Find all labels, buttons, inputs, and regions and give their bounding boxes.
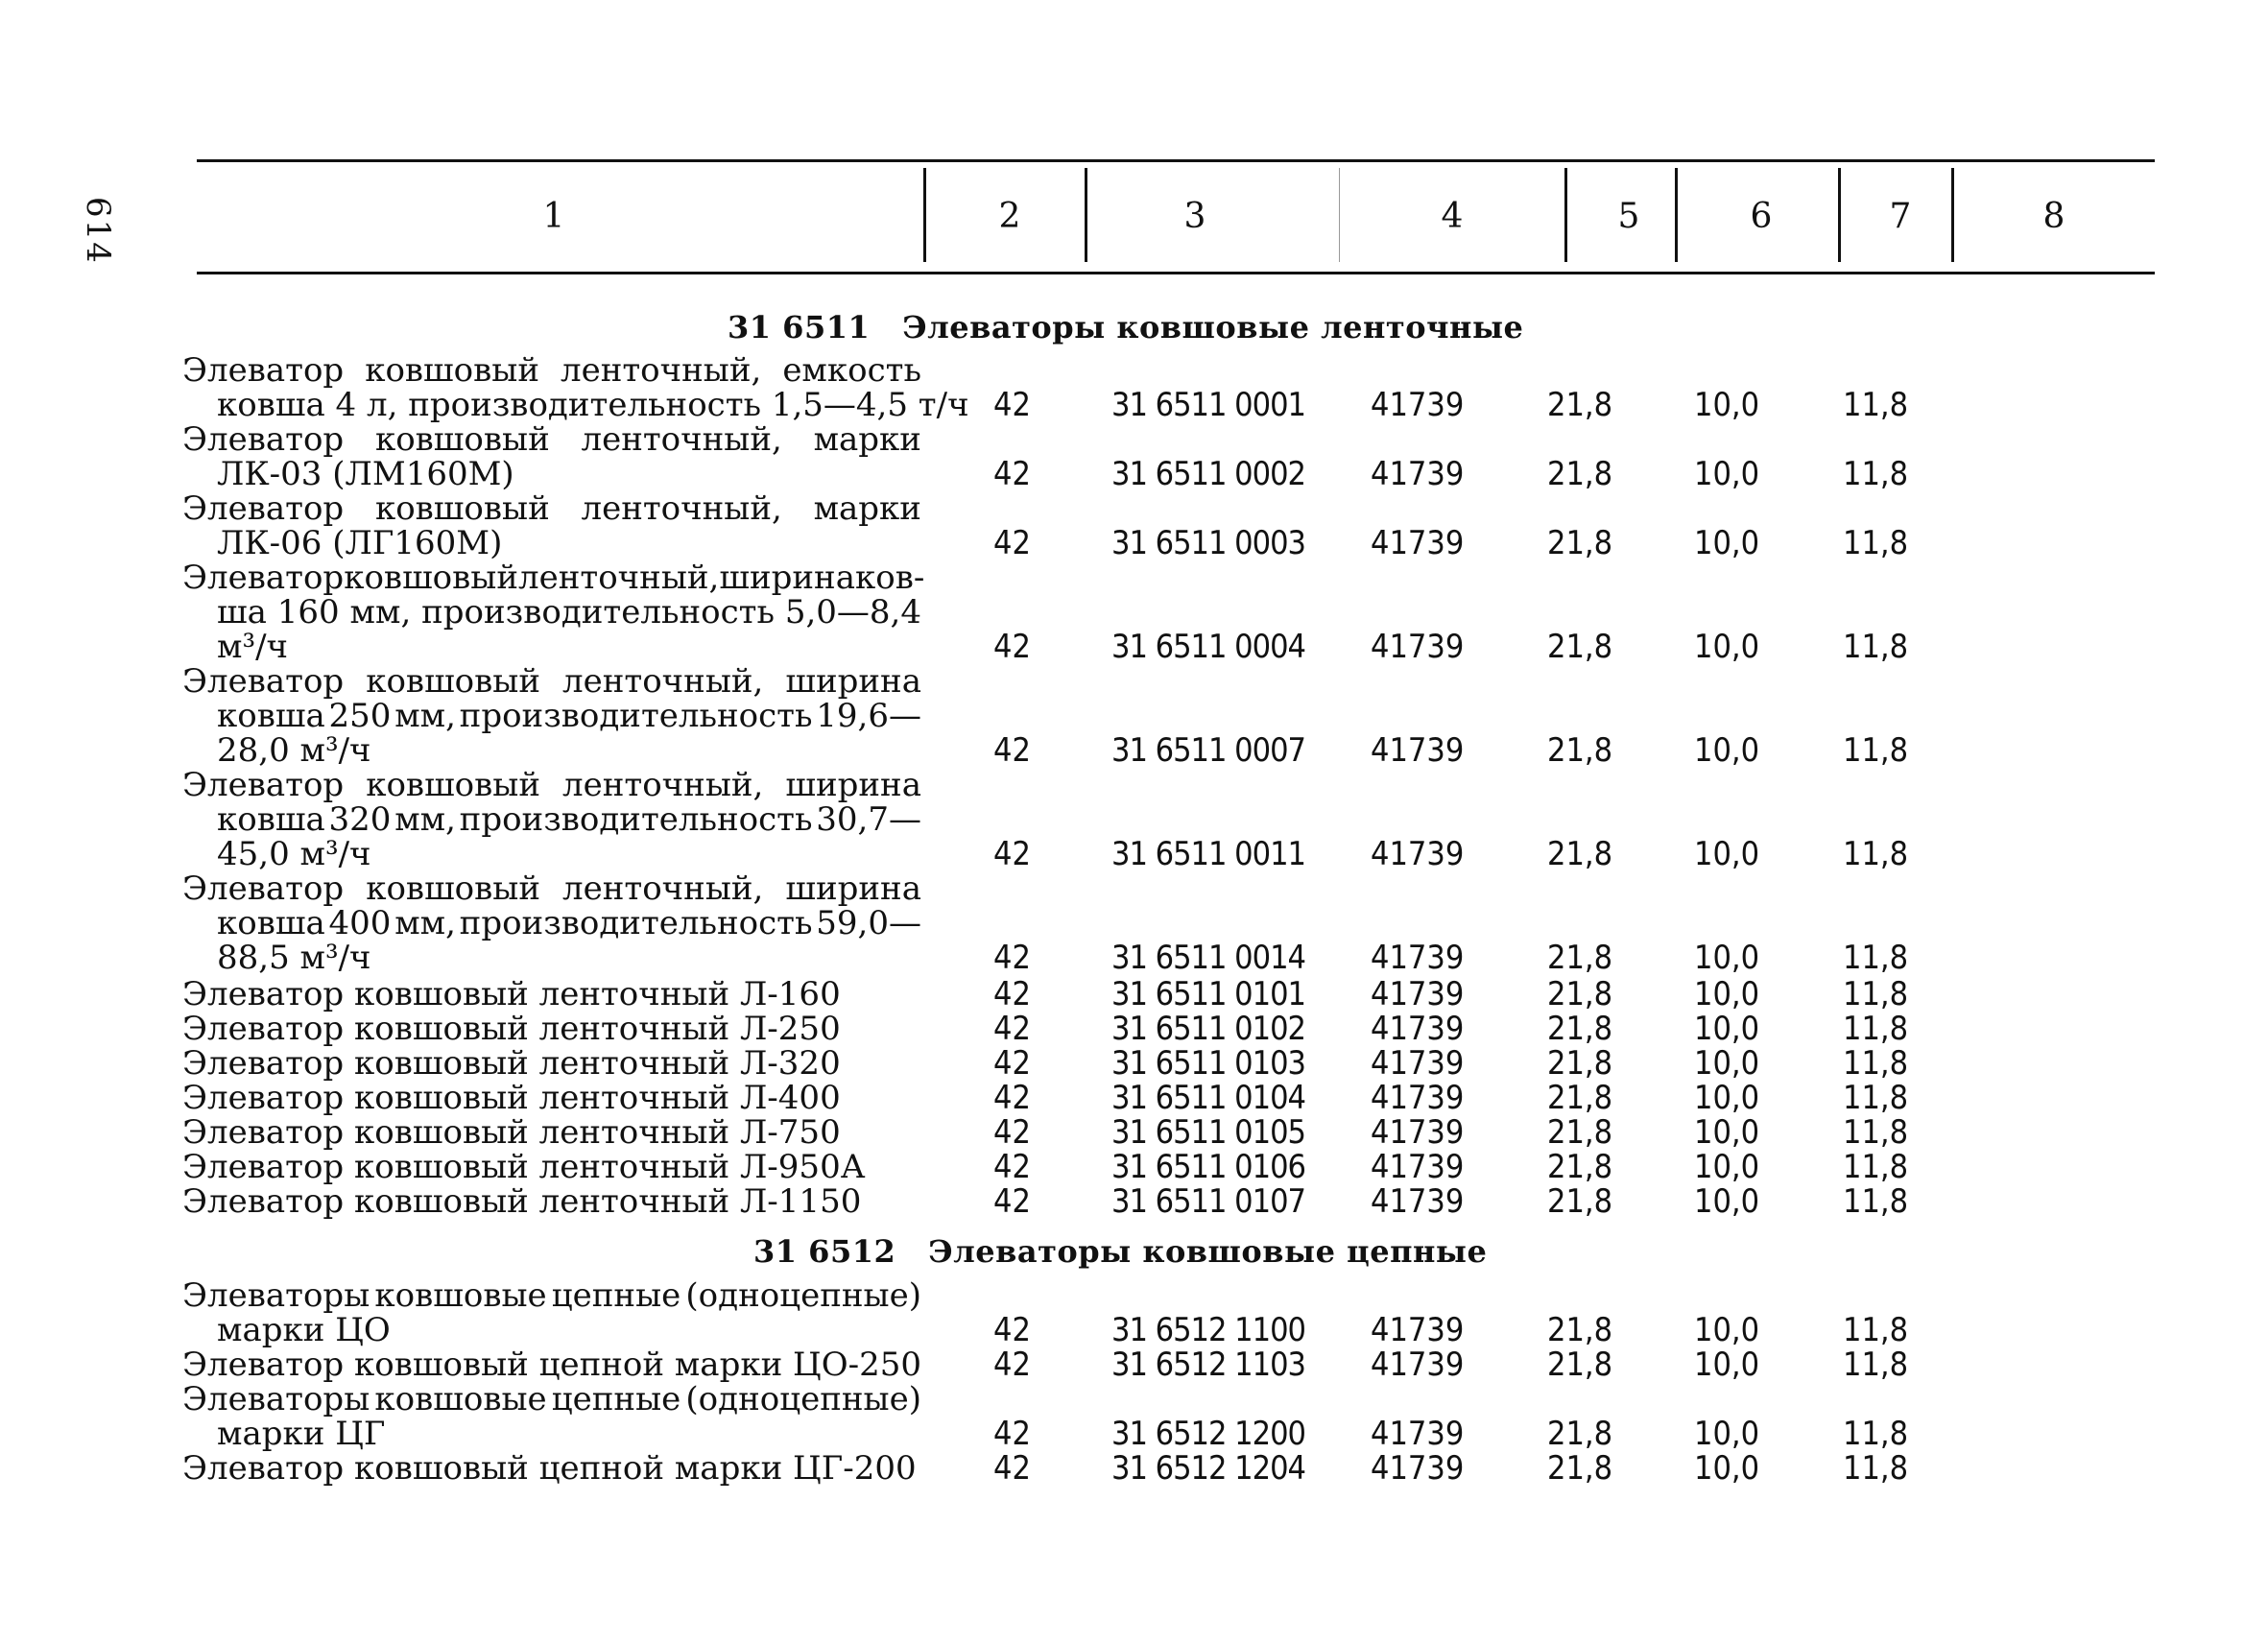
column-header: 7 [1889, 197, 1912, 236]
cell-c4: 41739 [1371, 1449, 1465, 1488]
cell-c7: 11,8 [1843, 1113, 1909, 1152]
cell-c7: 11,8 [1843, 1449, 1909, 1488]
cell-c2: 42 [993, 386, 1031, 424]
item-name [182, 491, 921, 560]
table-row [0, 1115, 2268, 1150]
cell-c6: 10,0 [1694, 524, 1760, 562]
cell-c4: 41739 [1371, 731, 1465, 770]
cell-c7: 11,8 [1843, 1148, 1909, 1186]
item-name-line: марки ЦО [217, 1311, 391, 1349]
col-separator [1564, 168, 1567, 262]
cell-c5: 21,8 [1547, 524, 1613, 562]
cell-c2: 42 [993, 1449, 1031, 1488]
cell-c3: 31 6511 0007 [1111, 731, 1305, 770]
cell-c4: 41739 [1371, 1113, 1465, 1152]
cell-c6: 10,0 [1694, 1113, 1760, 1152]
cell-c3: 31 6511 0001 [1111, 386, 1305, 424]
cell-c6: 10,0 [1694, 455, 1760, 493]
cell-c2: 42 [993, 731, 1031, 770]
cell-c2: 42 [993, 1415, 1031, 1453]
item-name-line: Элеватор ковшовый цепной марки ЦО-250 [182, 1346, 921, 1384]
cell-c4: 41739 [1371, 1010, 1465, 1048]
item-name-line: 88,5 м³/ч [217, 939, 371, 977]
item-name-line: Элеватор ковшовый ленточный Л-320 [182, 1044, 841, 1083]
item-name-line: Элеватор ковшовый ленточный, ширина [182, 662, 921, 701]
cell-c3: 31 6511 0106 [1111, 1148, 1305, 1186]
item-name [182, 1081, 921, 1115]
section-title [753, 1233, 1487, 1270]
cell-c3: 31 6511 0102 [1111, 1010, 1305, 1048]
cell-c5: 21,8 [1547, 975, 1613, 1013]
item-name-line: Элеватор ковшовый ленточный, марки [182, 420, 921, 459]
item-name-line: Элеваторы ковшовые цепные (одноцепные) [182, 1380, 921, 1418]
cell-c3: 31 6511 0103 [1111, 1044, 1305, 1083]
cell-c4: 41739 [1371, 835, 1465, 873]
cell-c2: 42 [993, 1044, 1031, 1083]
item-name-line: ЛК-06 (ЛГ160М) [217, 524, 503, 562]
cell-c6: 10,0 [1694, 1044, 1760, 1083]
cell-c7: 11,8 [1843, 1311, 1909, 1349]
table-row [0, 1278, 2268, 1347]
cell-c6: 10,0 [1694, 975, 1760, 1013]
table-row [0, 768, 2268, 871]
item-name-line: Элеватор ковшовый ленточный Л-400 [182, 1079, 841, 1117]
cell-c2: 42 [993, 975, 1031, 1013]
cell-c6: 10,0 [1694, 731, 1760, 770]
cell-c3: 31 6511 0107 [1111, 1182, 1305, 1221]
item-name [182, 1382, 921, 1451]
table-row [0, 1150, 2268, 1184]
cell-c6: 10,0 [1694, 1415, 1760, 1453]
cell-c6: 10,0 [1694, 1346, 1760, 1384]
cell-c3: 31 6511 0003 [1111, 524, 1305, 562]
cell-c3: 31 6511 0105 [1111, 1113, 1305, 1152]
table-row [0, 1081, 2268, 1115]
cell-c7: 11,8 [1843, 939, 1909, 977]
col-separator [1085, 168, 1087, 262]
cell-c7: 11,8 [1843, 975, 1909, 1013]
item-name-line: Элеватор ковшовый цепной марки ЦГ-200 [182, 1449, 917, 1488]
cell-c4: 41739 [1371, 1346, 1465, 1384]
item-name [182, 1115, 921, 1150]
item-name [182, 1278, 921, 1347]
table-row [0, 1347, 2268, 1382]
cell-c3: 31 6511 0011 [1111, 835, 1305, 873]
item-name [182, 664, 921, 768]
item-name-line: 45,0 м³/ч [217, 835, 371, 873]
cell-c6: 10,0 [1694, 386, 1760, 424]
item-name-line: ковша 250 мм, производительность 19,6— [217, 697, 921, 735]
table-row [0, 1046, 2268, 1081]
cell-c5: 21,8 [1547, 939, 1613, 977]
cell-c7: 11,8 [1843, 835, 1909, 873]
section-name: Элеваторы ковшовые цепные [928, 1233, 1488, 1270]
cell-c5: 21,8 [1547, 1182, 1613, 1221]
cell-c2: 42 [993, 1182, 1031, 1221]
cell-c4: 41739 [1371, 1079, 1465, 1117]
cell-c7: 11,8 [1843, 455, 1909, 493]
cell-c5: 21,8 [1547, 1415, 1613, 1453]
cell-c4: 41739 [1371, 1415, 1465, 1453]
cell-c6: 10,0 [1694, 939, 1760, 977]
cell-c7: 11,8 [1843, 524, 1909, 562]
cell-c5: 21,8 [1547, 1148, 1613, 1186]
item-name-line: Элеватор ковшовый ленточный, ширина ков- [182, 559, 925, 597]
item-name-line: Элеватор ковшовый ленточный, марки [182, 489, 921, 528]
cell-c6: 10,0 [1694, 835, 1760, 873]
item-name-line: Элеватор ковшовый ленточный Л-750 [182, 1113, 841, 1152]
column-header: 8 [2042, 197, 2065, 236]
cell-c7: 11,8 [1843, 628, 1909, 666]
item-name [182, 559, 925, 666]
cell-c6: 10,0 [1694, 1311, 1760, 1349]
item-name [182, 1451, 921, 1486]
cell-c7: 11,8 [1843, 731, 1909, 770]
cell-c3: 31 6511 0004 [1111, 628, 1305, 666]
cell-c7: 11,8 [1843, 386, 1909, 424]
cell-c6: 10,0 [1694, 1079, 1760, 1117]
table-row [0, 491, 2268, 560]
cell-c2: 42 [993, 1346, 1031, 1384]
cell-c4: 41739 [1371, 939, 1465, 977]
item-name [182, 1184, 921, 1219]
item-name [182, 422, 921, 491]
header-top-rule [197, 159, 2155, 162]
item-name-line: Элеватор ковшовый ленточный, емкость [182, 351, 921, 390]
cell-c4: 41739 [1371, 524, 1465, 562]
cell-c6: 10,0 [1694, 628, 1760, 666]
cell-c7: 11,8 [1843, 1010, 1909, 1048]
table-row [0, 1451, 2268, 1486]
cell-c6: 10,0 [1694, 1148, 1760, 1186]
item-name-line: м³/ч [217, 628, 289, 666]
cell-c4: 41739 [1371, 628, 1465, 666]
item-name [182, 871, 921, 975]
cell-c2: 42 [993, 455, 1031, 493]
item-name-line: ковша 400 мм, производительность 59,0— [217, 904, 921, 942]
item-name-line: Элеватор ковшовый ленточный Л-950А [182, 1148, 866, 1186]
item-name [182, 977, 921, 1012]
section-title [728, 309, 1523, 345]
cell-c4: 41739 [1371, 1044, 1465, 1083]
cell-c6: 10,0 [1694, 1182, 1760, 1221]
cell-c5: 21,8 [1547, 1346, 1613, 1384]
cell-c5: 21,8 [1547, 1311, 1613, 1349]
cell-c4: 41739 [1371, 975, 1465, 1013]
cell-c3: 31 6511 0014 [1111, 939, 1305, 977]
cell-c2: 42 [993, 1311, 1031, 1349]
table-row [0, 560, 2268, 664]
cell-c5: 21,8 [1547, 731, 1613, 770]
item-name-line: марки ЦГ [217, 1415, 386, 1453]
cell-c7: 11,8 [1843, 1346, 1909, 1384]
item-name [182, 1012, 921, 1046]
item-name-line: Элеватор ковшовый ленточный Л-160 [182, 975, 841, 1013]
cell-c2: 42 [993, 939, 1031, 977]
cell-c5: 21,8 [1547, 1449, 1613, 1488]
item-name-line: ковша 320 мм, производительность 30,7— [217, 800, 921, 839]
cell-c4: 41739 [1371, 1311, 1465, 1349]
table-row [0, 871, 2268, 975]
col-separator [1675, 168, 1678, 262]
cell-c3: 31 6511 0101 [1111, 975, 1305, 1013]
item-name [182, 1150, 921, 1184]
cell-c5: 21,8 [1547, 386, 1613, 424]
item-name-line: Элеватор ковшовый ленточный, ширина [182, 870, 921, 908]
cell-c6: 10,0 [1694, 1449, 1760, 1488]
item-name-line: Элеватор ковшовый ленточный, ширина [182, 766, 921, 804]
cell-c7: 11,8 [1843, 1415, 1909, 1453]
cell-c4: 41739 [1371, 455, 1465, 493]
item-name [182, 768, 921, 871]
cell-c2: 42 [993, 1079, 1031, 1117]
item-name-line: ша 160 мм, производительность 5,0—8,4 [217, 593, 921, 631]
table-row [0, 1382, 2268, 1451]
item-name-line: ковша 4 л, производительность 1,5—4,5 т/ч [217, 386, 969, 424]
column-header: 2 [998, 197, 1021, 236]
table-row [0, 664, 2268, 768]
item-name [182, 1347, 921, 1382]
item-name-line: ЛК-03 (ЛМ160М) [217, 455, 514, 493]
table-row [0, 422, 2268, 491]
col-separator [1838, 168, 1841, 262]
cell-c3: 31 6512 1100 [1111, 1311, 1305, 1349]
cell-c7: 11,8 [1843, 1079, 1909, 1117]
cell-c2: 42 [993, 524, 1031, 562]
page-number: 614 [79, 197, 117, 265]
item-name-line: Элеватор ковшовый ленточный Л-1150 [182, 1182, 862, 1221]
item-name-line: 28,0 м³/ч [217, 731, 371, 770]
column-header: 3 [1183, 197, 1206, 236]
item-name [182, 351, 969, 424]
cell-c2: 42 [993, 835, 1031, 873]
item-name-line: Элеваторы ковшовые цепные (одноцепные) [182, 1276, 921, 1315]
cell-c5: 21,8 [1547, 1010, 1613, 1048]
table-row [0, 1184, 2268, 1219]
column-header: 4 [1441, 197, 1464, 236]
cell-c4: 41739 [1371, 1148, 1465, 1186]
header-bottom-rule [197, 272, 2155, 274]
cell-c3: 31 6512 1200 [1111, 1415, 1305, 1453]
section-name: Элеваторы ковшовые ленточные [902, 309, 1524, 345]
section-code: 31 6512 [753, 1233, 896, 1270]
col-separator [923, 168, 926, 262]
cell-c3: 31 6511 0104 [1111, 1079, 1305, 1117]
cell-c3: 31 6511 0002 [1111, 455, 1305, 493]
column-header: 5 [1617, 197, 1640, 236]
column-header: 1 [542, 197, 565, 236]
table-row [0, 353, 2268, 422]
cell-c5: 21,8 [1547, 1113, 1613, 1152]
cell-c7: 11,8 [1843, 1044, 1909, 1083]
cell-c2: 42 [993, 1010, 1031, 1048]
cell-c5: 21,8 [1547, 835, 1613, 873]
table-row [0, 1012, 2268, 1046]
cell-c5: 21,8 [1547, 628, 1613, 666]
cell-c5: 21,8 [1547, 1044, 1613, 1083]
cell-c3: 31 6512 1204 [1111, 1449, 1305, 1488]
item-name [182, 1046, 921, 1081]
table-row [0, 977, 2268, 1012]
cell-c2: 42 [993, 628, 1031, 666]
cell-c6: 10,0 [1694, 1010, 1760, 1048]
item-name-line: Элеватор ковшовый ленточный Л-250 [182, 1010, 841, 1048]
cell-c3: 31 6512 1103 [1111, 1346, 1305, 1384]
column-header: 6 [1750, 197, 1773, 236]
cell-c7: 11,8 [1843, 1182, 1909, 1221]
col-separator [1339, 168, 1340, 262]
cell-c4: 41739 [1371, 1182, 1465, 1221]
section-code: 31 6511 [728, 309, 871, 345]
cell-c4: 41739 [1371, 386, 1465, 424]
cell-c2: 42 [993, 1113, 1031, 1152]
cell-c2: 42 [993, 1148, 1031, 1186]
col-separator [1951, 168, 1954, 262]
cell-c5: 21,8 [1547, 1079, 1613, 1117]
cell-c5: 21,8 [1547, 455, 1613, 493]
